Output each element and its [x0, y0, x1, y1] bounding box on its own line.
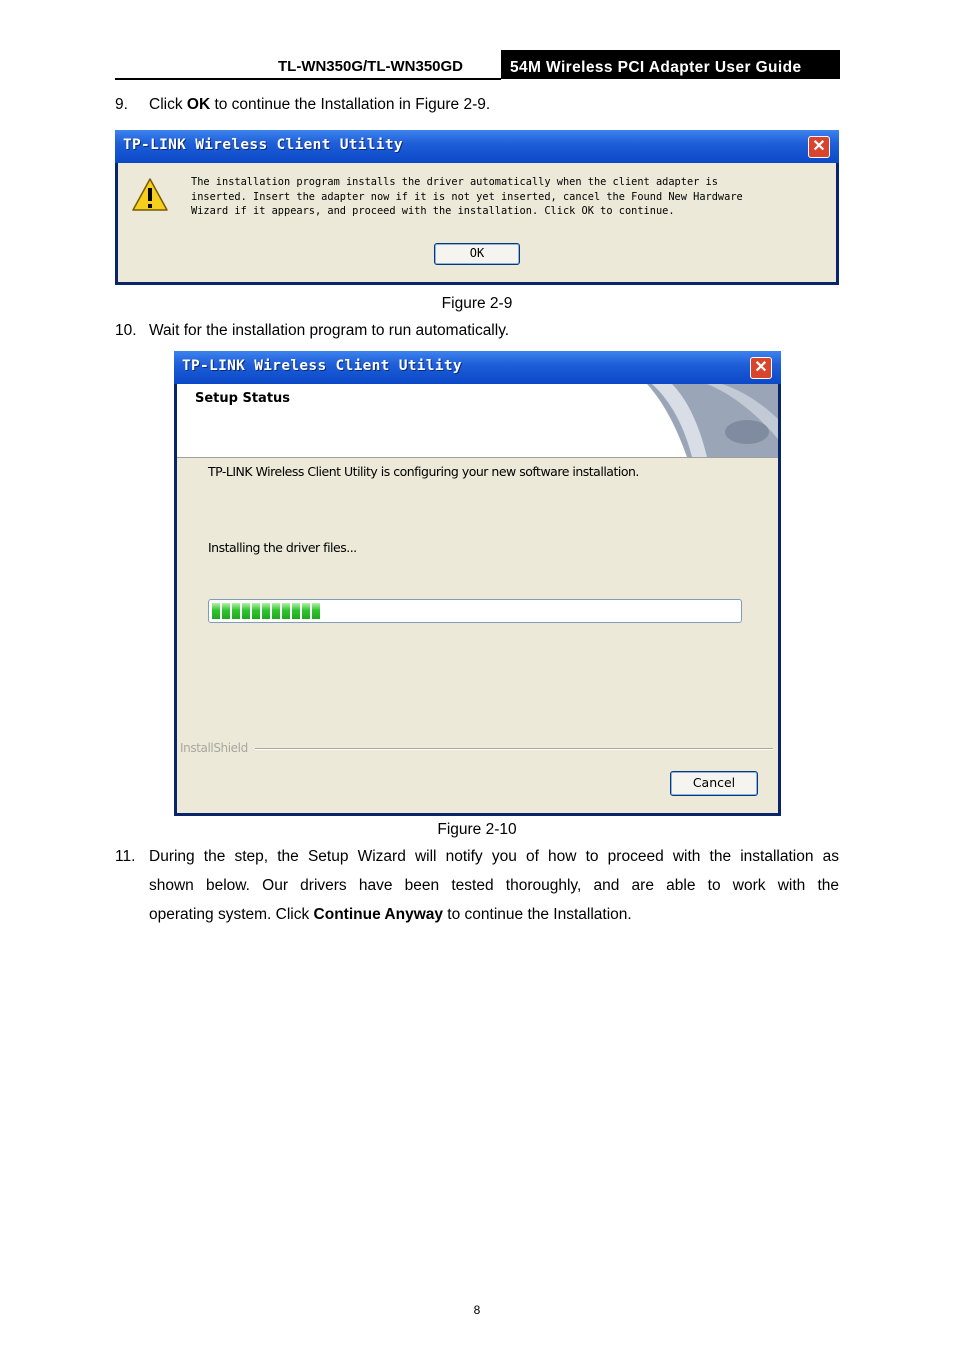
progress-segment: [272, 603, 280, 619]
progress-text: Installing the driver files...: [208, 540, 357, 555]
header-rule: [115, 78, 501, 80]
dialog-message: The installation program installs the driver automatically when the client adapter is inserted. Insert the adapter now if it is not yet inserted, cancel the Found New Hardware Wizard if it appears, and proceed with the installation. Click OK to continue.: [191, 176, 743, 217]
progress-segment: [242, 603, 250, 619]
step-9-number: 9.: [115, 96, 128, 113]
progress-segment: [292, 603, 300, 619]
separator-line: [255, 748, 773, 750]
ok-button[interactable]: OK: [434, 243, 520, 265]
installshield-label: InstallShield: [180, 741, 248, 755]
close-icon[interactable]: ✕: [750, 357, 772, 379]
status-text: TP-LINK Wireless Client Utility is configuring your new software installation.: [208, 464, 639, 479]
install-progress-bar: [208, 599, 742, 623]
header-model: TL-WN350G/TL-WN350GD: [278, 58, 464, 75]
progress-segment: [212, 603, 220, 619]
step-9-text: Click OK to continue the Installation in Figure 2-9.: [149, 96, 491, 113]
step-11-number: 11.: [115, 848, 136, 865]
setup-status-heading: Setup Status: [195, 391, 291, 406]
step-11-text: During the step, the Setup Wizard will notify you of how to proceed with the installation as shown below. Our drivers have been tested thoroughly, and are able to work with the operating system. Click Continue Anyway to continue the Installation.: [149, 848, 839, 923]
dialog-titlebar: [174, 351, 781, 384]
dialog-body: [118, 163, 836, 282]
warning-icon: [131, 176, 169, 219]
header-guide-title: 54M Wireless PCI Adapter User Guide: [501, 50, 840, 79]
progress-segment: [302, 603, 310, 619]
step-10-number: 10.: [115, 322, 137, 339]
tp-link-notice-dialog: [115, 130, 839, 285]
setup-status-dialog: [174, 351, 781, 816]
dialog-title: TP-LINK Wireless Client Utility: [182, 358, 462, 374]
step-10-text: Wait for the installation program to run automatically.: [149, 322, 510, 339]
progress-segment: [312, 603, 320, 619]
progress-segment: [222, 603, 230, 619]
dialog-body: [177, 384, 778, 813]
page-curl-graphic: [647, 384, 778, 457]
progress-segment: [252, 603, 260, 619]
header-panel: [177, 384, 778, 458]
progress-segment: [282, 603, 290, 619]
dialog-titlebar: [115, 130, 839, 163]
figure-2-10-caption: Figure 2-10: [437, 821, 517, 838]
progress-segment: [232, 603, 240, 619]
progress-segment: [262, 603, 270, 619]
cancel-button[interactable]: Cancel: [670, 771, 758, 796]
figure-2-9-caption: Figure 2-9: [441, 295, 513, 312]
page-number: 8: [473, 1303, 481, 1317]
close-icon[interactable]: ✕: [808, 136, 830, 158]
dialog-title: TP-LINK Wireless Client Utility: [123, 137, 403, 153]
